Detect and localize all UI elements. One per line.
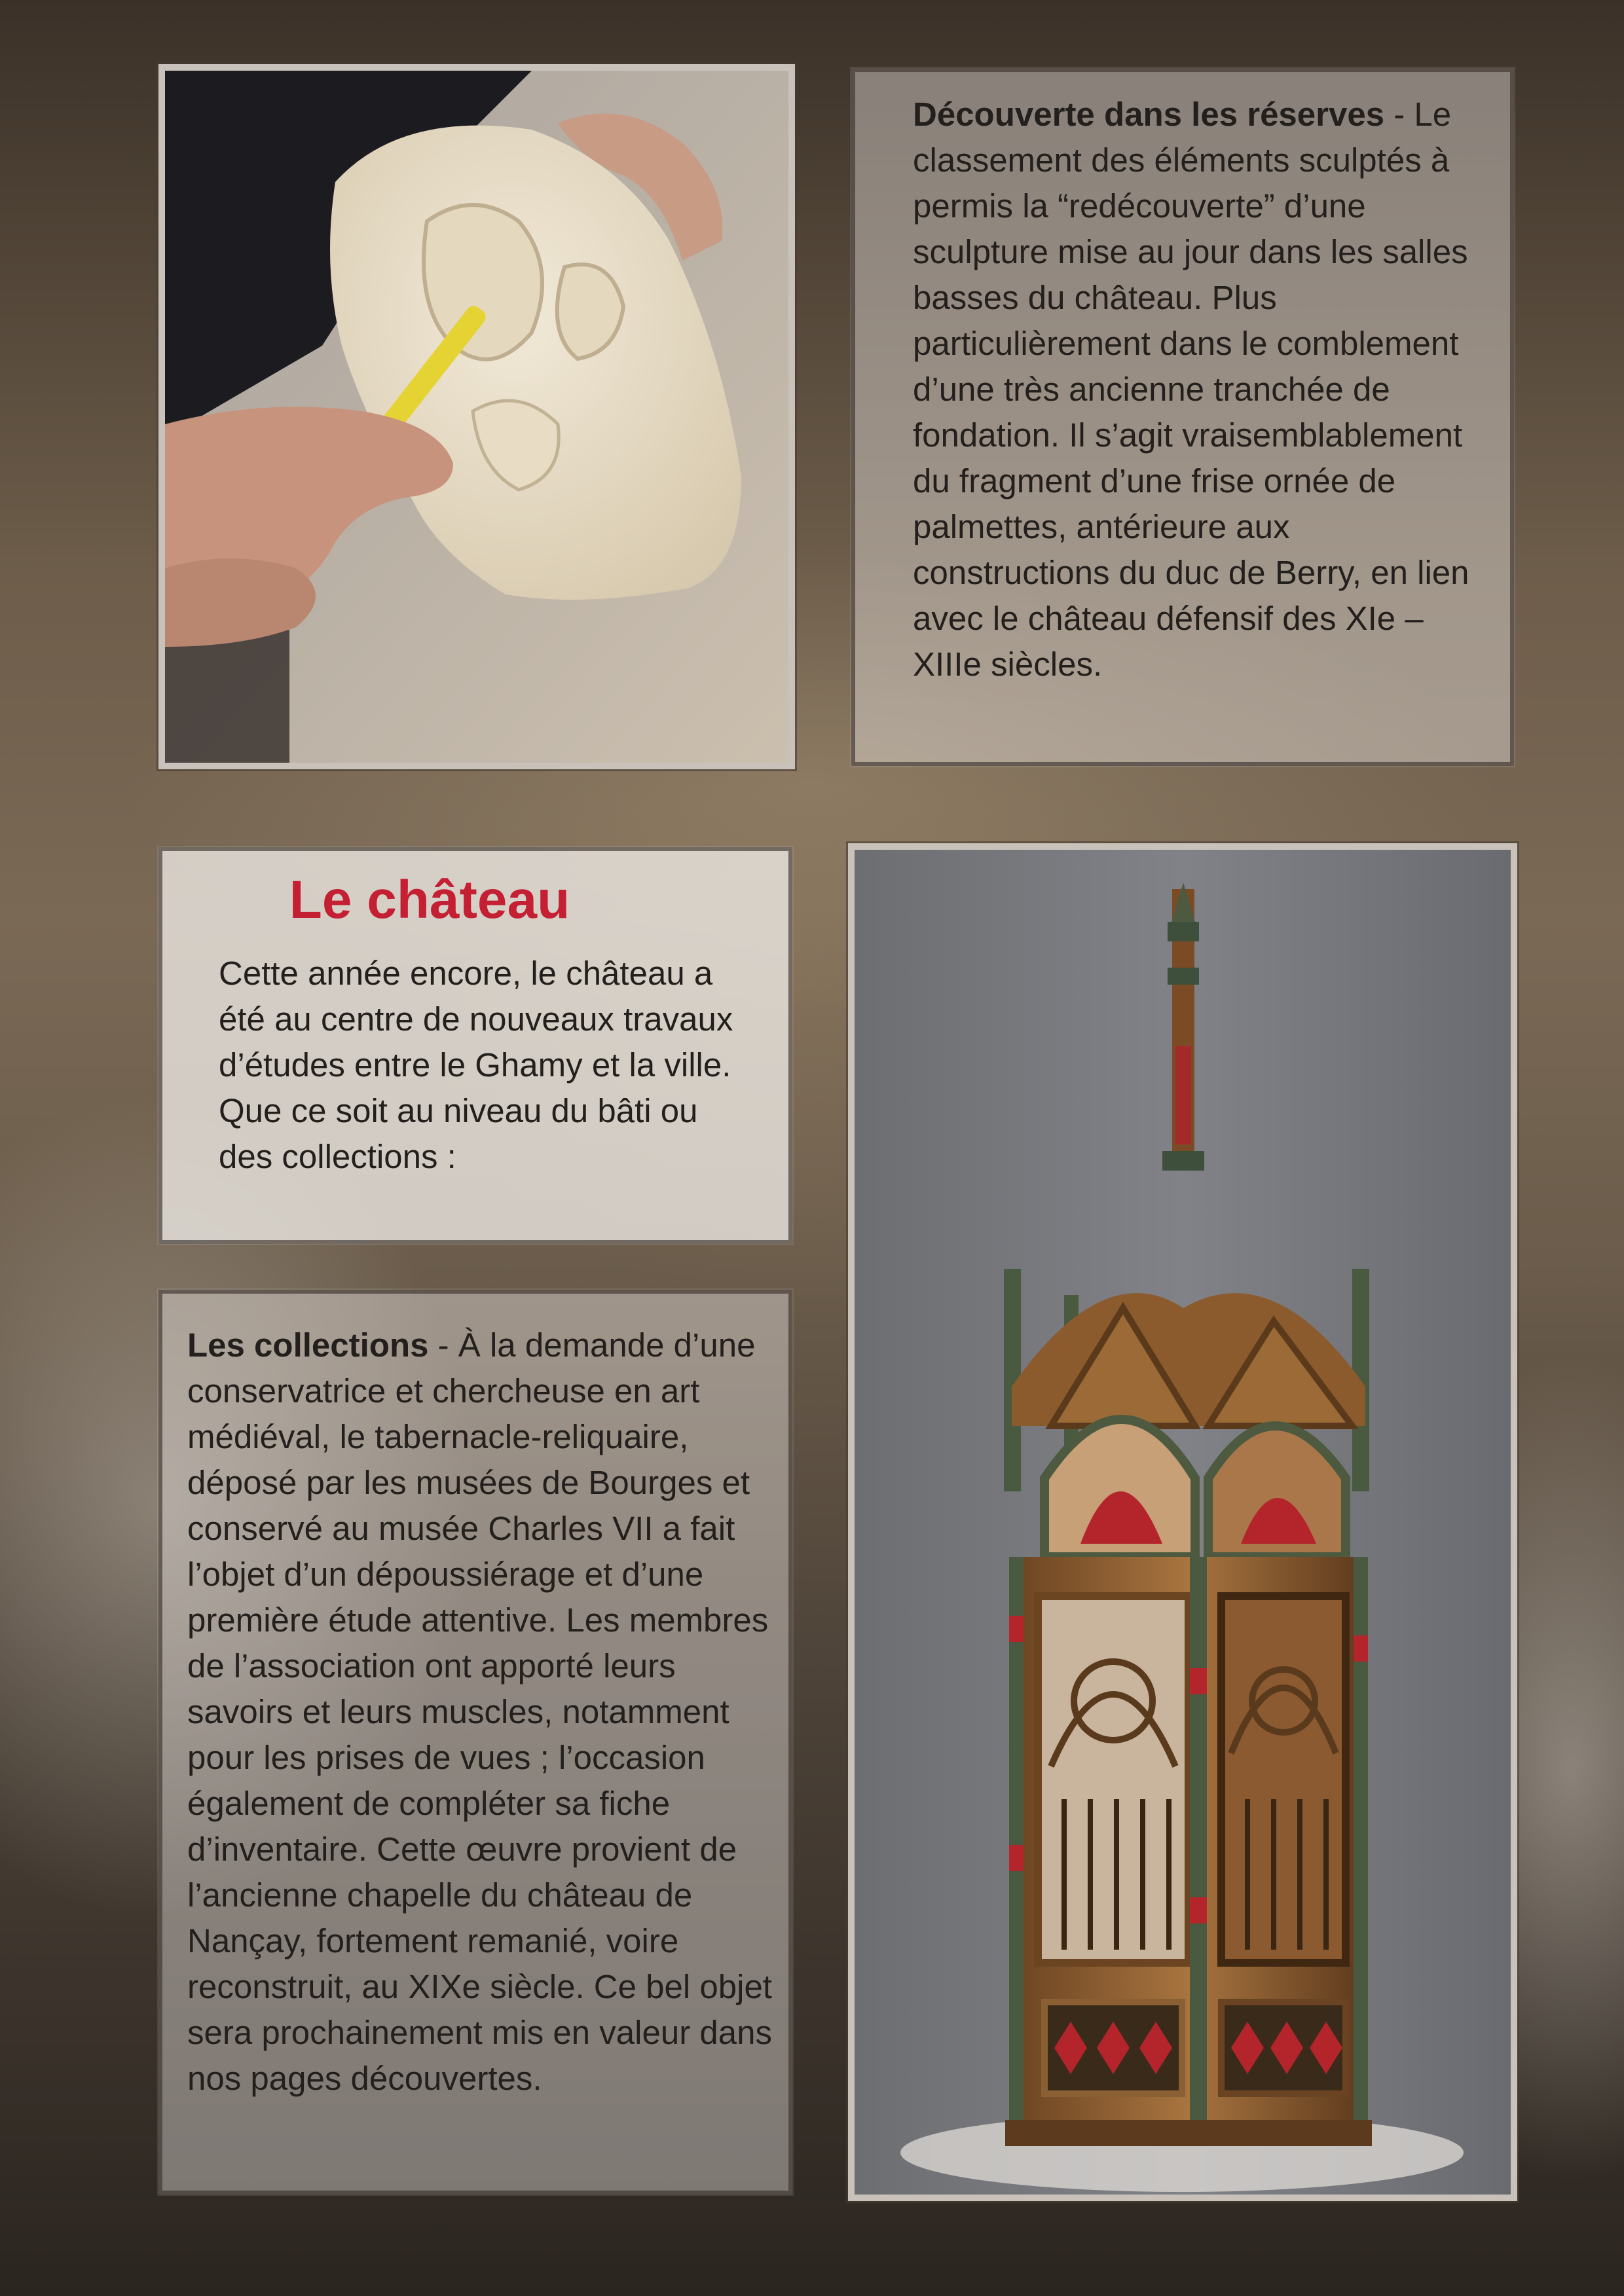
discovery-panel <box>851 68 1514 766</box>
discovery-body: - Le classement des éléments sculptés à permis la “redécouverte” d’une sculpture mise au jour dans les salles basses du château. Plus particulièrement dans le comblement d’une très ancienne tranchée de fondation. Il s’agit vraisemblablement du fragment d’une frise ornée de palmettes, antérieure aux constructions du duc de Berry, en lien avec le château défensif des XIe – XIIIe siècles. <box>913 96 1469 683</box>
collections-panel <box>158 1290 792 2195</box>
tabernacle-photo <box>848 843 1517 2201</box>
stone-sculpture-illustration <box>165 71 788 763</box>
collections-text <box>187 1322 777 2102</box>
tabernacle-illustration <box>855 850 1511 2195</box>
chateau-intro: Cette année encore, le château a été au centre de nouveaux travaux d’études entre le Ghamy et la ville. Que ce soit au niveau du bâti ou des collections : <box>219 955 733 1175</box>
collections-heading: Les collections <box>187 1326 429 1364</box>
stone-sculpture-photo <box>158 64 795 769</box>
discovery-text <box>913 92 1489 687</box>
collections-body: - À la demande d’une conservatrice et chercheuse en art médiéval, le tabernacle-reliquaire, déposé par les musées de Bourges et conservé au musée Charles VII a fait l’objet d’un dépoussiérage et d’une première étude attentive. Les membres de l’association ont apporté leurs savoirs et leurs muscles, notamment pour les prises de vues ; l’occasion également de compléter sa fiche d’inventaire. Cette œuvre provient de l’ancienne chapelle du château de Nançay, fortement remanié, voire reconstruit, au XIXe siècle. Ce bel objet sera prochainement mis en valeur dans nos pages découvertes. <box>187 1326 772 2097</box>
discovery-heading: Découverte dans les réserves <box>913 96 1385 133</box>
chateau-panel <box>158 847 792 1244</box>
page-title: Le château <box>289 870 570 930</box>
